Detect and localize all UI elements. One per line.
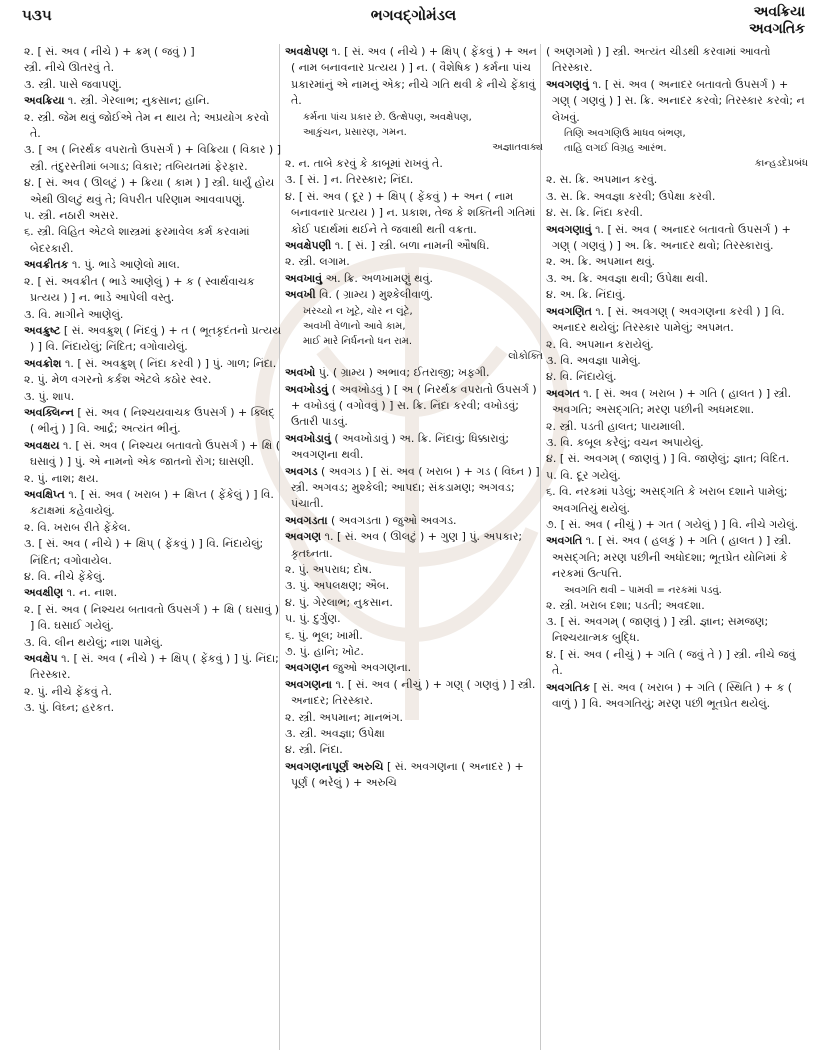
definition-text: ૬. વિ. નરકમાં પડેલું; અસદ્ગતિ કે ખરાબ દશાને પામેલું; અવગતિયું થયેલું. <box>546 485 788 515</box>
definition-line <box>24 224 282 257</box>
dictionary-entry <box>285 382 543 431</box>
entry-headword: અવક્રુષ્ટ <box>24 323 61 337</box>
definition-text: ( અવખોડવું ) [ અ ( નિરર્થક વપરાતો ઉપસર્ગ ) + વખોડવું ( વગોવવું ) ] સ. ક્રિ. નિંદા કરવી; વખોડવું; ઉતારી પાડવું. <box>291 382 537 429</box>
definition-text: [ સં. અવક્રુશ્ ( નિંદવું ) + ત ( ભૂતકૃદંતનો પ્રત્યય ) ] વિ. નિંદાયેલું; નિંદિત; વગોવાયેલું. <box>30 323 282 354</box>
definition-text: ૩. વિ. અવજ્ઞા પામેલું. <box>546 353 641 367</box>
definition-text: ૨. [ સં. અવ ( નીચે ) + ક્રમ્ ( જવું ) ] <box>24 45 195 58</box>
definition-text: ૧. [ સં. અવ ( નીચું ) + ગણ્ ( ગણવું ) ] સ્ત્રી. અનાદર; તિરસ્કાર. <box>291 677 536 708</box>
definition-line <box>285 529 543 562</box>
entry-headword: અવક્ષય <box>24 438 60 452</box>
dictionary-column-2 <box>285 44 543 792</box>
definition-text: ૧. પું. ભાડે આણેલો માલ. <box>71 258 180 272</box>
definition-text: ૩. વિ. લીન થયેલું; નાશ પામેલું. <box>24 635 164 649</box>
definition-line <box>285 578 543 594</box>
definition-line <box>24 487 282 520</box>
page-number: ૫૩૫ <box>22 6 52 24</box>
definition-line <box>285 44 543 110</box>
dictionary-entry <box>285 431 543 464</box>
entry-headword: અવક્ષેપ <box>24 652 58 666</box>
definition-text: ૨. સ્ત્રી. પડતી હાલત; પાયમાલી. <box>546 419 686 433</box>
definition-line <box>546 353 808 369</box>
definition-line <box>24 307 282 323</box>
dictionary-entry <box>546 533 808 679</box>
definition-line <box>24 93 282 109</box>
quotation-line: અવગતિ થવી – પામવી = નરકમાં પડવું. <box>564 584 722 596</box>
entry-headword: અવક્ષેપણ <box>285 45 329 58</box>
entry-headword: અવગડ <box>285 464 318 478</box>
definition-line <box>24 274 282 307</box>
definition-text: સ્ત્રી. નીચે ઊતરવું તે. <box>24 61 115 75</box>
entry-headword: અવખોડવું <box>285 382 329 396</box>
definition-line <box>24 602 282 635</box>
definition-line <box>285 759 543 792</box>
dictionary-entry <box>285 365 543 381</box>
definition-text: ૬. પું. ભૂલ; ખામી. <box>285 628 363 642</box>
dictionary-entry <box>546 222 808 304</box>
definition-text: ૪. અ. ક્રિ. નિંદાવું. <box>546 288 626 302</box>
dictionary-entry <box>24 356 282 405</box>
definition-line <box>285 595 543 611</box>
definition-line: ૩. સ. ક્રિ. અવજ્ઞા કરવી; ઉપેક્ષા કરવી. <box>546 189 716 203</box>
definition-line <box>285 710 543 726</box>
entry-headword: અવખો <box>285 366 316 380</box>
quotation-line: તિણિ અવગણિઉ માધવ બંભણ, <box>564 128 686 140</box>
definition-line <box>285 382 543 431</box>
entry-headword: અવખી <box>285 288 316 302</box>
definition-line <box>285 431 543 464</box>
dictionary-entry <box>285 529 543 660</box>
definition-text: ૨. પું. નીચે ફેંકવું તે. <box>24 684 112 698</box>
definition-text: ૨. [ સં. અવ ( નિશ્ચય બતાવતો ઉપસર્ગ ) + ક્ષિ ( ઘસાવું ) ] વિ. ઘસાઈ ગયેલું. <box>24 602 280 633</box>
dictionary-entry <box>24 93 282 257</box>
definition-text: પું. ( ગ્રામ્ય ) અભાવ; ઈતરાજી; ખફગી. <box>318 366 490 380</box>
dictionary-entry <box>546 680 808 713</box>
definition-line <box>546 386 808 419</box>
definition-text: ૧. [ સં. અવ ( અનાદર બતાવતો ઉપસર્ગ ) + ગણ્ ( ગણવું ) ] સ. ક્રિ. અનાદર કરવો; તિરસ્કાર કરવો; ન લેખવું. <box>552 77 805 124</box>
definition-text: ૪. વિ. નીચે ફેંકેલું. <box>24 570 106 583</box>
dictionary-entry <box>546 386 808 534</box>
entry-headword: અવખાવું <box>285 271 323 285</box>
definition-line <box>285 660 543 676</box>
dictionary-entry <box>24 651 282 717</box>
definition-text: જુઓ અવગણના. <box>332 661 412 675</box>
definition-line <box>546 435 808 451</box>
definition-text: ૪. [ સં. અવ ( ઊલટું ) + ક્રિયા ( કામ ) ] સ્ત્રી. ધાર્યું હોય એથી ઊલટું થવું તે; વિપરીત પરિણામ આવવાપણું. <box>24 176 275 206</box>
definition-line <box>24 700 282 716</box>
definition-text: ૨. સ્ત્રી. જેમ થવું જોઈએ તેમ ન થાય તે; અપ્રયોગ કરવો તે. <box>24 110 270 141</box>
definition-text: ૩. અ. ક્રિ. અવજ્ઞા થવી; ઉપેક્ષા થવી. <box>546 271 709 285</box>
definition-text: ૪. પું. ગેરલાભ; નુકસાન. <box>285 595 393 609</box>
definition-text: ૬. સ્ત્રી. વિહિત એટલે શાસ્ત્રમાં ફરમાવેલ કર્મ કરવામાં બેદરકારી. <box>24 225 250 255</box>
definition-line <box>546 517 808 533</box>
guide-word-last: અવગતિક <box>748 21 805 37</box>
definition-line <box>285 742 543 758</box>
definition-line <box>285 513 543 529</box>
definition-text: [ સં. અવ ( નિશ્ચયવાચક ઉપસર્ગ ) + ક્લિદ્ ( ભીનું ) ] વિ. આર્દ્ર; અત્યંત ભીનું. <box>30 405 275 436</box>
definition-text: ૨. પું. મેળ વગરનો કર્કશ એટલે કઠોર સ્વર. <box>24 373 212 387</box>
definition-text: ( અવખોડાવું ) અ. ક્રિ. નિંદાવું; ધિક્કારાવું; અવગણના થવી. <box>291 431 510 462</box>
entry-headword: અવખોડાવું <box>285 431 331 445</box>
dictionary-entry <box>24 44 282 93</box>
entry-headword: અવગતિક <box>546 680 591 694</box>
dictionary-entry <box>285 513 543 529</box>
definition-line <box>285 238 543 254</box>
definition-text: ૩. પું. વિઘ્ન; હરકત. <box>24 701 115 715</box>
definition-line <box>546 533 808 582</box>
entry-headword: અવક્ષિપ્ત <box>24 487 65 501</box>
quotation-line: અવખી વેળાનો આવે કામ, <box>303 320 406 332</box>
definition-line <box>285 611 543 627</box>
definition-line: ૪. [ સં. અવ ( નીચું ) + ગતિ ( જવું તે ) ] સ્ત્રી. નીચે જવું તે. <box>546 647 796 678</box>
definition-text: ૪. સ્ત્રી. નિંદા. <box>285 743 343 757</box>
definition-text: ૧. [ સં. ] સ્ત્રી. બળા નામની ઔષધિ. <box>334 239 490 253</box>
dictionary-column-3 <box>546 44 808 712</box>
definition-line <box>546 77 808 126</box>
definition-line <box>24 471 282 487</box>
definition-text: ૨. અ. ક્રિ. અપમાન થવું. <box>546 255 655 269</box>
definition-text: [ સં. અવ ( ખરાબ ) + ગતિ ( સ્થિતિ ) + ક ( વાળું ) ] વિ. અવગતિયું; મરણ પછી ભૂતપ્રેત થયેલું. <box>552 680 793 711</box>
quotation-source: કાન્હડદેપ્રબંધ <box>754 158 808 170</box>
definition-line <box>24 520 282 536</box>
definition-line <box>285 562 543 578</box>
quotation-line: કર્મના પાંચ પ્રકાર છે. ઉત્ક્ષેપણ, અવક્ષેપણ, <box>303 111 472 123</box>
entry-headword: અવગણનાપૂર્ણ અરુચિ <box>285 759 384 773</box>
definition-line <box>24 536 282 569</box>
page-title: ભગવદ્ગોમંડલ <box>370 6 457 24</box>
definition-text: ૫. પું. દુર્ગુણ. <box>285 612 341 626</box>
definition-line <box>24 372 282 388</box>
dictionary-entry <box>24 487 282 585</box>
definition-text: ૫. વિ. દૂર ગયેલું. <box>546 468 621 482</box>
definition-line <box>546 44 808 77</box>
definition-text: ૨. પું. નાશ; ક્ષય. <box>24 471 99 485</box>
definition-line <box>24 585 282 601</box>
definition-line <box>546 369 808 385</box>
definition-line <box>546 287 808 303</box>
definition-text: ૩. [ સં. અવ ( નીચે ) + ક્ષિપ્ ( ફેંકવું ) ] વિ. નિંદાયેલું; નિંદિત; વગોવાયેલ. <box>24 537 264 567</box>
definition-text: ૧. [ સં. અવ ( નીચે ) + ક્ષિપ્ ( ફેંકવું ) ] પું. નિંદા; તિરસ્કાર. <box>30 652 279 682</box>
definition-text: ૧. સ્ત્રી. ગેરલાભ; નુકસાન; હાનિ. <box>67 94 210 108</box>
dictionary-entry <box>24 438 282 487</box>
definition-line <box>24 110 282 143</box>
definition-line <box>24 405 282 438</box>
definition-text: ( અણગમો ) ] સ્ત્રી. અત્યંત ચીડથી કરવામાં આવતો તિરસ્કાર. <box>546 45 771 75</box>
definition-line <box>546 337 808 353</box>
dictionary-entry <box>24 585 282 651</box>
definition-line <box>546 222 808 255</box>
entry-headword: અવગતિ <box>546 534 583 548</box>
entry-headword: અવગણાવું <box>546 222 592 236</box>
definition-text: ૭. પું. હાનિ; ખોટ. <box>285 645 364 658</box>
definition-text: ૩. પું. શાપ. <box>24 389 75 403</box>
entry-headword: અવગણન <box>285 661 330 675</box>
dictionary-entry <box>24 257 282 323</box>
definition-line <box>546 419 808 435</box>
guide-words <box>749 4 805 38</box>
definition-line <box>24 389 282 405</box>
dictionary-entry <box>285 271 543 287</box>
definition-line <box>24 77 282 93</box>
definition-text: ૨. સ્ત્રી. લગામ. <box>285 255 350 269</box>
definition-text: ૧. [ સં. અવ ( ખરાબ ) + ક્ષિપ્ત ( ફેંકેલું ) ] વિ. કટાક્ષમાં કહેવાયેલું. <box>30 487 274 518</box>
definition-text: ૨. [ સં. અવક્રીત ( ભાડે આણેલું ) + ક ( સ્વાર્થવાચક પ્રત્યય ) ] ન. ભાડે આપેલી વસ્તુ. <box>24 274 255 305</box>
definition-line <box>24 635 282 651</box>
definition-text: ૨. પું. અપરાધ; દોષ. <box>285 562 373 576</box>
entry-headword: અવગત <box>546 386 580 400</box>
definition-text: ૪. વિ. નિંદાયેલું. <box>546 370 617 384</box>
guide-word-first: અવક્રિયા <box>753 4 805 20</box>
entry-headword: અવગણ <box>285 530 322 544</box>
definition-line <box>24 175 282 208</box>
entry-headword: અવગડતા <box>285 513 328 527</box>
definition-text: ૩. સ્ત્રી. અવજ્ઞા; ઉપેક્ષા <box>285 727 385 741</box>
definition-line <box>546 484 808 517</box>
entry-headword: અવક્રીતક <box>24 258 69 272</box>
definition-text: વિ. ( ગ્રામ્ય ) મુશ્કેલીવાળું. <box>319 288 434 302</box>
definition-text: ૧. ન. નાશ. <box>66 586 118 600</box>
dictionary-entry <box>285 464 543 513</box>
definition-line <box>285 644 543 660</box>
entry-headword: અવક્રોશ <box>24 356 62 370</box>
definition-text: ૧. [ સં. અવ ( નિશ્ચય બતાવતો ઉપસર્ગ ) + ક્ષિ ( ઘસાવું ) ] પું. એ નામનો એક જાતનો રોગ; ઘાસણી. <box>30 438 280 469</box>
definition-line: ૨. સ. ક્રિ. અપમાન કરવું. <box>546 173 658 187</box>
quotation-source: અજ્ઞાતવાક્ય <box>492 141 543 153</box>
quotation-line: ખરચ્યો ન ખૂટે, ચોર ન લૂંટે, <box>303 305 413 317</box>
quotation-line: આકુંચન, પ્રસારણ, ગમન. <box>303 126 407 138</box>
definition-text: ૪. [ સં. અવગમ્ ( જાણવું ) ] વિ. જાણેલું; જ્ઞાત; વિદિત. <box>546 452 790 466</box>
dictionary-entry <box>546 44 808 77</box>
definition-line <box>546 271 808 287</box>
definition-line <box>24 323 282 356</box>
definition-text: ૨. વિ. ખરાબ રીતે ફેંકેલ. <box>24 520 131 534</box>
definition-text: ૧. [ સં. અવ ( હલકું ) + ગતિ ( હાલત ) ] સ્ત્રી. અસદ્ગતિ; મરણ પછીની અધોદશા; ભૂતપ્રેત યોનિમાં કે નરકમાં ઉત્પત્તિ. <box>552 534 792 581</box>
dictionary-entry <box>285 677 543 759</box>
definition-line <box>24 257 282 273</box>
definition-line <box>546 254 808 270</box>
definition-text: ૩. સ્ત્રી. પાસે જવાપણું. <box>24 77 122 91</box>
definition-line <box>24 142 282 175</box>
definition-line <box>24 651 282 684</box>
dictionary-column-1 <box>24 44 282 717</box>
definition-line <box>546 468 808 484</box>
entry-headword: અવક્રિયા <box>24 94 65 108</box>
definition-text: ૩. વિ. માગીને આણેલું. <box>24 307 124 321</box>
definition-line <box>24 356 282 372</box>
entry-headword: અવગણના <box>285 677 332 691</box>
definition-line <box>285 677 543 710</box>
dictionary-entry <box>24 323 282 356</box>
definition-line <box>24 684 282 700</box>
definition-text: ૧. [ સં. અવ ( અનાદર બતાવતો ઉપસર્ગ ) + ગણ્ ( ગણવું ) ] અ. ક્રિ. અનાદર થવો; તિરસ્કારાવું. <box>552 222 791 253</box>
definition-text: ( અવગડ ) [ સં. અવ ( ખરાબ ) + ગડ ( વિઘ્ન ) ] સ્ત્રી. અગવડ; મુશ્કેલી; આપદા; સંકડામણ; અગવડ; પંચાતી. <box>291 464 540 511</box>
definition-text: ( અવગડતા ) જુઓ અવગડ. <box>331 513 457 527</box>
definition-text: ૩. પું. અપલક્ષણ; ઐબ. <box>285 579 390 593</box>
definition-text: ૧. [ સં. અવ ( ઊલટું ) + ગુણ ] પું. અપકાર; કૃતઘ્નતા. <box>291 530 523 560</box>
entry-headword: અવગણિત <box>546 304 592 318</box>
definition-line: ૨. ન. તાબે કરવું કે કાબૂમાં રાખવું તે. <box>285 157 443 171</box>
definition-text: ૧. [ સં. અવ ( નીચે ) + ક્ષિપ્ ( ફેંકવું ) + અન ( નામ બનાવનાર પ્રત્યય ) ] ન. ( વૈશેષિક ) કર્મના પાંચ પ્રકારમાંનું એ નામનું એક; નીચે ગતિ થવી કે નીચે ફેંકાવું તે. <box>291 45 537 108</box>
definition-text: ૨. સ્ત્રી. અપમાન; માનભંગ. <box>285 710 404 724</box>
entry-headword: અવક્ષેપણી <box>285 239 332 253</box>
definition-line: ૩. [ સં. ] ન. તિરસ્કાર; નિંદા. <box>285 173 414 187</box>
definition-line <box>24 208 282 224</box>
definition-text: ૩. વિ. કબૂલ કરેલું; વચન અપાયેલું. <box>546 435 704 449</box>
entry-headword: અવક્ષીણ <box>24 586 64 600</box>
dictionary-entry <box>546 304 808 386</box>
definition-text: ૨. વિ. અપમાન કરાયેલું. <box>546 337 654 351</box>
definition-line <box>285 287 543 303</box>
dictionary-entry <box>24 405 282 438</box>
dictionary-entry <box>285 44 543 238</box>
definition-line <box>285 464 543 513</box>
quotation-line: માઈ મારે નિર્ધનનો ધન રામ. <box>303 335 413 347</box>
definition-line: ૩. [ સં. અવગમ્ ( જાણવું ) ] સ્ત્રી. જ્ઞાન; સમજણ; નિશ્ચયાત્મક બુદ્ધિ. <box>546 615 769 645</box>
definition-line <box>285 628 543 644</box>
definition-line: ૨. સ્ત્રી. ખરાબ દશા; પડતી; અવદશા. <box>546 598 705 612</box>
definition-line: ૪. સ. ક્રિ. નિંદા કરવી. <box>546 206 643 220</box>
definition-text: અ. ક્રિ. અળખામણું થવું. <box>325 271 433 285</box>
definition-text: [ સં. અવગણના ( અનાદર ) + પૂર્ણ ( ભરેલું ) + અરુચિ <box>291 759 524 790</box>
dictionary-entry <box>285 759 543 792</box>
entry-headword: અવક્લિન્ન <box>24 405 74 419</box>
quotation-line: તાહિ લગઈ વિગ્રહ આરંભ. <box>564 143 667 155</box>
dictionary-entry <box>285 660 543 676</box>
definition-text: ૧. [ સં. અવક્રુશ્ ( નિંદા કરવી ) ] પું. ગાળ; નિંદા. <box>64 356 277 370</box>
definition-text: ૩. [ અ ( નિરર્થક વપરાતો ઉપસર્ગ ) + વિક્રિયા ( વિકાર ) ] સ્ત્રી. તંદુરસ્તીમાં બગાડ; વિકાર; તબિયતમાં ફેરફાર. <box>24 143 282 173</box>
dictionary-entry <box>285 238 543 271</box>
definition-text: ૫. સ્ત્રી. નઠારી અસર. <box>24 209 119 223</box>
definition-line <box>285 365 543 381</box>
definition-line <box>546 451 808 467</box>
definition-text: ૧. [ સં. અવગણ્ ( અવગણના કરવી ) ] વિ. અનાદર થયેલું; તિરસ્કાર પામેલું; અપમત. <box>552 304 785 335</box>
definition-line <box>285 726 543 742</box>
definition-line <box>24 44 282 60</box>
definition-line <box>24 60 282 76</box>
definition-text: ૧. [ સં. અવ ( ખરાબ ) + ગતિ ( હાલત ) ] સ્ત્રી. અવગતિ; અસદ્ગતિ; મરણ પછીની અધમદશા. <box>552 386 792 417</box>
dictionary-entry <box>546 77 808 222</box>
definition-line <box>24 438 282 471</box>
quotation-source: લોકોક્તિ <box>508 350 543 362</box>
definition-line <box>546 304 808 337</box>
definition-line <box>546 680 808 713</box>
definition-line <box>285 271 543 287</box>
entry-headword: અવગણવું <box>546 77 589 91</box>
definition-line: ૪. [ સં. અવ ( દૂર ) + ક્ષિપ્ ( ફેંકવું ) + અન ( નામ બનાવનાર પ્રત્યય ) ] ન. પ્રકાશ, તેજ કે શક્તિની ગતિમાં કોઈ પદાર્થમાં થઈને તે જવાથી થતી વક્રતા. <box>285 189 536 236</box>
definition-line <box>285 254 543 270</box>
definition-line <box>24 569 282 585</box>
definition-text: ૭. [ સં. અવ ( નીચું ) + ગત ( ગયેલું ) ] વિ. નીચે ગયેલું. <box>546 517 799 531</box>
dictionary-entry <box>285 287 543 365</box>
